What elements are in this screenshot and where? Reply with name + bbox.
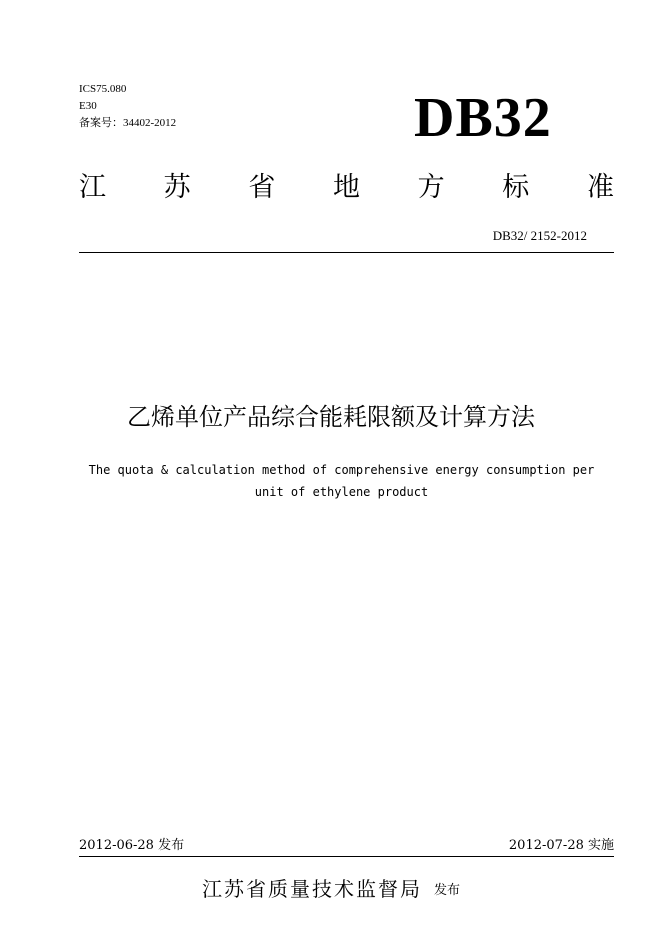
issuer-suffix: 发布 bbox=[433, 883, 460, 898]
standard-title-char: 苏 bbox=[163, 172, 191, 203]
standard-title-char: 省 bbox=[248, 172, 276, 203]
standard-title-char: 地 bbox=[332, 172, 360, 203]
ics-code: ICS75.080 bbox=[79, 83, 127, 95]
standard-title-char: 准 bbox=[586, 172, 614, 203]
standard-title bbox=[79, 170, 614, 206]
title-en-line-2: unit of ethylene product bbox=[254, 485, 429, 499]
document-title-en bbox=[79, 459, 604, 503]
record-number: 备案号：34402-2012 bbox=[79, 117, 177, 129]
document-title-cn: 乙烯单位产品综合能耗限额及计算方法 bbox=[127, 403, 535, 431]
bottom-divider bbox=[79, 856, 614, 857]
title-en-line-1: The quota & calculation method of comprehensive energy consumption per bbox=[88, 463, 595, 477]
implement-date: 2012-07-28 实施 bbox=[508, 838, 614, 853]
standard-title-char: 江 bbox=[79, 172, 106, 203]
issuer-line bbox=[0, 873, 662, 907]
standard-title-char: 标 bbox=[502, 172, 530, 203]
top-divider bbox=[79, 252, 614, 253]
db-code: DB32 bbox=[414, 87, 552, 149]
issuer-name: 江苏省质量技术监督局 bbox=[201, 877, 422, 901]
standard-number: DB32/ 2152-2012 bbox=[492, 228, 587, 243]
category-code: E30 bbox=[79, 100, 97, 112]
standard-title-char: 方 bbox=[417, 172, 445, 203]
publish-date: 2012-06-28 发布 bbox=[79, 838, 185, 853]
